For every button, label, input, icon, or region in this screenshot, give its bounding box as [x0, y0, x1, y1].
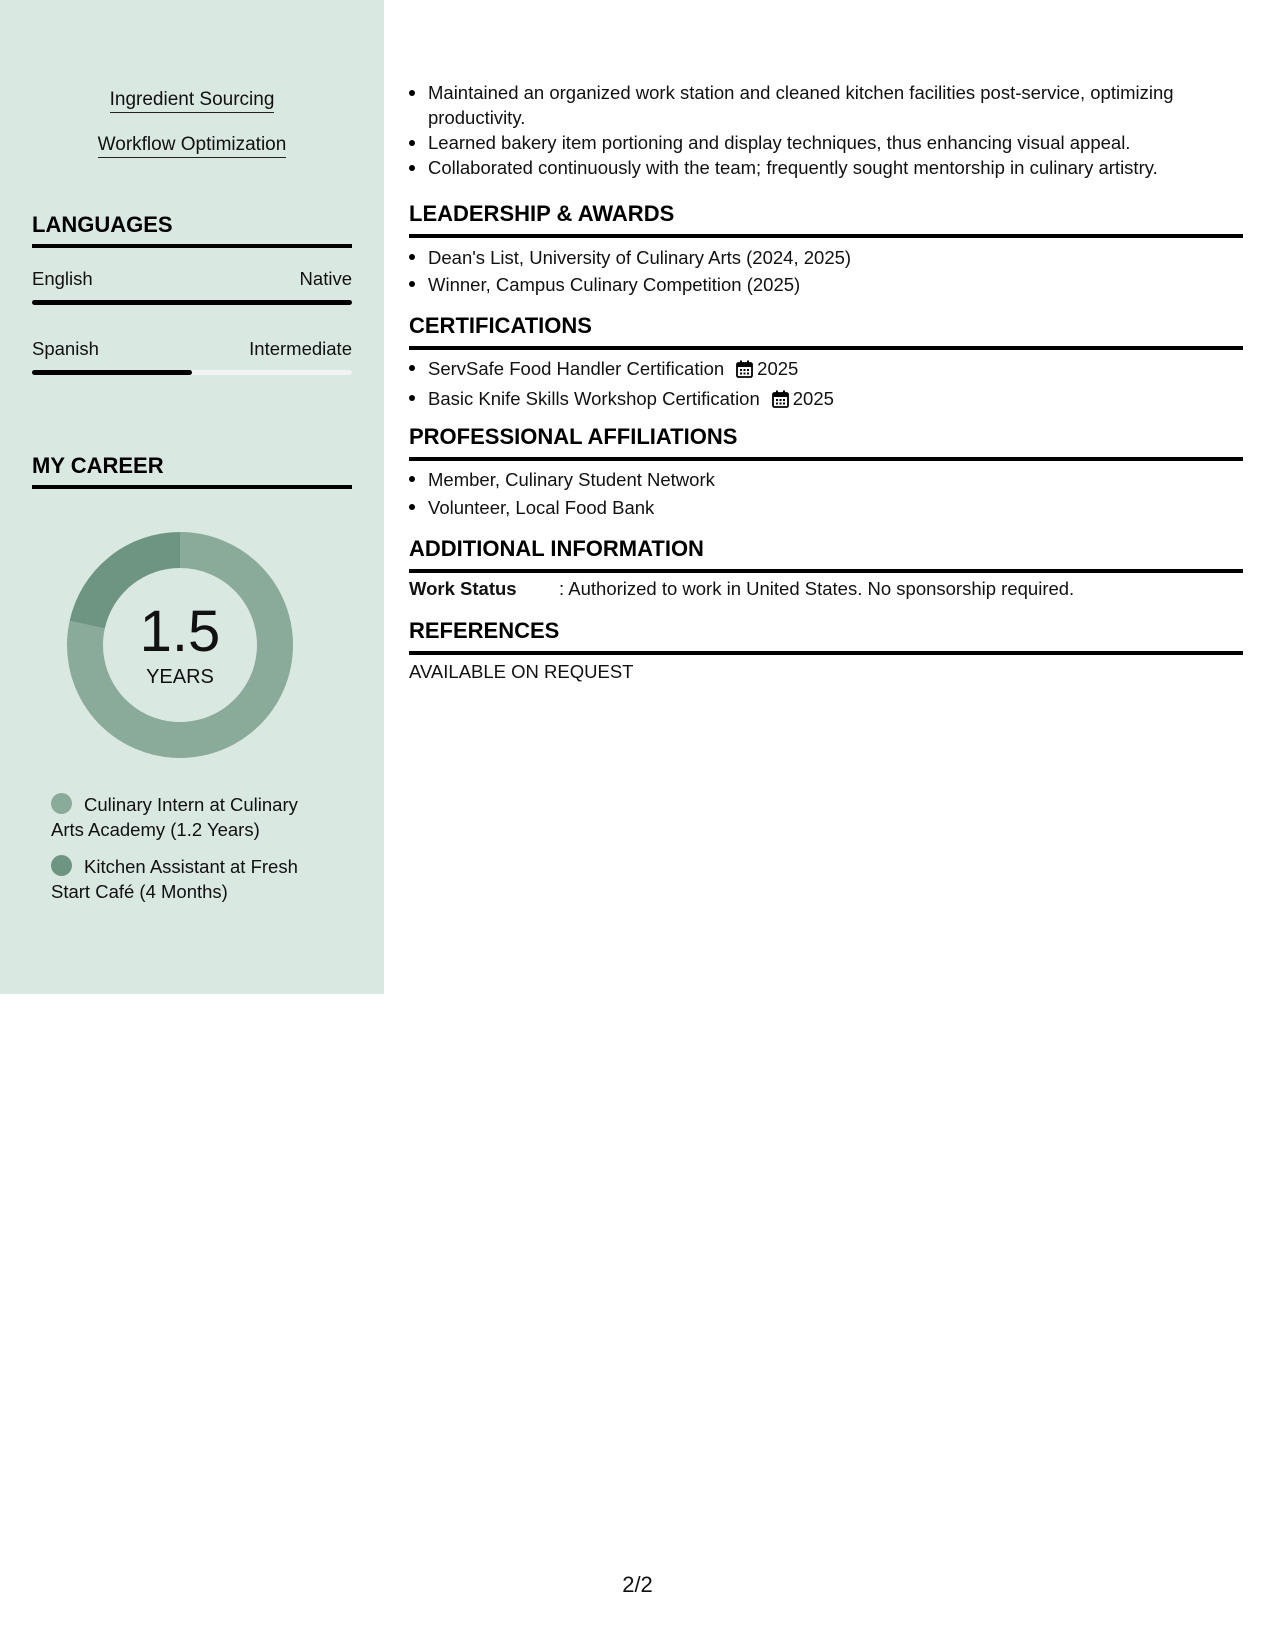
- calendar-icon: [772, 388, 789, 415]
- list-item: Winner, Campus Culinary Competition (2025): [409, 271, 1243, 298]
- list-item: Volunteer, Local Food Bank: [409, 494, 1243, 522]
- leadership-heading: LEADERSHIP & AWARDS: [409, 201, 1243, 238]
- skill-item: Ingredient Sourcing: [0, 89, 384, 111]
- language-bar: [32, 300, 352, 305]
- certification-name: ServSafe Food Handler Certification: [428, 358, 725, 379]
- list-item: Member, Culinary Student Network: [409, 466, 1243, 494]
- references-heading: REFERENCES: [409, 618, 1243, 655]
- work-status-value: : Authorized to work in United States. No sponsorship required.: [559, 578, 1075, 599]
- certification-year: 2025: [757, 358, 799, 379]
- language-bar-fill: [32, 370, 192, 375]
- sidebar: [0, 0, 384, 994]
- legend-dot: [51, 855, 72, 876]
- certifications-heading: CERTIFICATIONS: [409, 313, 1243, 350]
- languages-heading: LANGUAGES: [32, 212, 352, 248]
- career-legend-item: [51, 792, 321, 842]
- certifications-list: [409, 355, 1243, 415]
- leadership-list: [409, 244, 1243, 298]
- language-name: Spanish: [32, 338, 99, 359]
- career-total-value: 1.5: [139, 599, 221, 664]
- language-bar-fill: [32, 300, 352, 305]
- affiliations-heading: PROFESSIONAL AFFILIATIONS: [409, 424, 1243, 461]
- references-text: AVAILABLE ON REQUEST: [409, 661, 634, 682]
- calendar-icon: [736, 358, 753, 385]
- page-number: 2/2: [622, 1572, 653, 1597]
- skill-item: Workflow Optimization: [0, 134, 384, 156]
- certification-year: 2025: [792, 388, 834, 409]
- language-row: [32, 338, 352, 360]
- list-item: Learned bakery item portioning and display techniques, thus enhancing visual appeal.: [409, 130, 1243, 155]
- experience-bullets: [409, 80, 1243, 180]
- work-status-label: Work Status: [409, 578, 517, 599]
- language-level: Intermediate: [249, 338, 352, 359]
- career-heading: MY CAREER: [32, 453, 352, 489]
- list-item: Maintained an organized work station and cleaned kitchen facilities post-service, optimizing productivity.: [409, 80, 1243, 130]
- legend-dot: [51, 793, 72, 814]
- career-legend-item: [51, 854, 321, 904]
- additional-info-heading: ADDITIONAL INFORMATION: [409, 536, 1243, 573]
- language-row: [32, 268, 352, 290]
- list-item: [409, 355, 1243, 385]
- list-item: [409, 385, 1243, 415]
- language-bar: [32, 370, 352, 375]
- language-level: Native: [299, 268, 352, 289]
- career-legend-label: Culinary Intern at Culinary Arts Academy (1.2 Years): [51, 794, 298, 840]
- affiliations-list: [409, 466, 1243, 522]
- certification-name: Basic Knife Skills Workshop Certification: [428, 388, 760, 409]
- language-name: English: [32, 268, 93, 289]
- career-donut-chart: [65, 530, 295, 760]
- career-total-unit: YEARS: [146, 666, 214, 688]
- list-item: Dean's List, University of Culinary Arts (2024, 2025): [409, 244, 1243, 271]
- career-legend-label: Kitchen Assistant at Fresh Start Café (4 Months): [51, 856, 298, 902]
- list-item: Collaborated continuously with the team; frequently sought mentorship in culinary artistry.: [409, 155, 1243, 180]
